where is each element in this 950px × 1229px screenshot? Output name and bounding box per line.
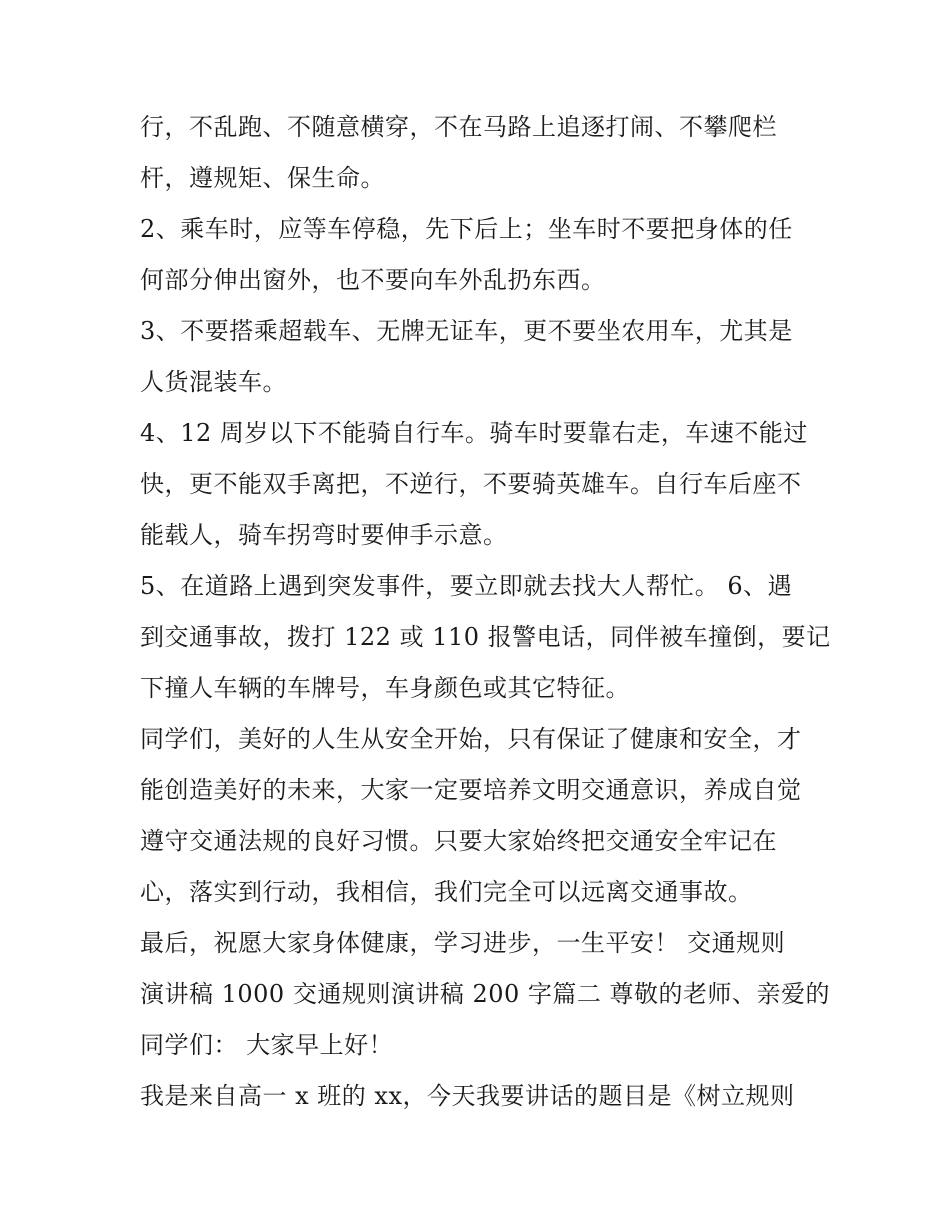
text-line: 3、不要搭乘超载车、无牌无证车，更不要坐农用车，尤其是 (140, 317, 793, 345)
text-line: 能载人，骑车拐弯时要伸手示意。 (140, 521, 508, 549)
text-line: 同学们，美好的人生从安全开始，只有保证了健康和安全，才 (140, 725, 802, 753)
text-line: 行，不乱跑、不随意横穿，不在马路上追逐打闹、不攀爬栏 (140, 113, 777, 141)
text-line: 下撞人车辆的车牌号，车身颜色或其它特征。 (140, 674, 630, 702)
text-line: 5、在道路上遇到突发事件，要立即就去找大人帮忙。 6、遇 (140, 572, 793, 600)
document-body (140, 102, 831, 1122)
text-line: 同学们： 大家早上好！ (140, 1031, 394, 1059)
text-line: 最后，祝愿大家身体健康，学习进步，一生平安！ 交通规则 (140, 929, 786, 957)
text-line: 心，落实到行动，我相信，我们完全可以远离交通事故。 (140, 878, 753, 906)
text-line: 快，更不能双手离把，不逆行，不要骑英雄车。自行车后座不 (140, 470, 802, 498)
text-line: 4、12 周岁以下不能骑自行车。骑车时要靠右走，车速不能过 (140, 419, 808, 447)
text-line: 能创造美好的未来，大家一定要培养文明交通意识，养成自觉 (140, 776, 802, 804)
text-line: 2、乘车时，应等车停稳，先下后上；坐车时不要把身体的任 (140, 215, 793, 243)
text-line: 杆，遵规矩、保生命。 (140, 164, 385, 192)
text-line: 演讲稿 1000 交通规则演讲稿 200 字篇二 尊敬的老师、亲爱的 (140, 980, 831, 1008)
text-line: 何部分伸出窗外，也不要向车外乱扔东西。 (140, 266, 606, 294)
text-line: 我是来自高一 x 班的 xx，今天我要讲话的题目是《树立规则 (140, 1082, 795, 1110)
text-line: 到交通事故，拨打 122 或 110 报警电话，同伴被车撞倒，要记 (140, 623, 831, 651)
text-line: 遵守交通法规的良好习惯。只要大家始终把交通安全牢记在 (140, 827, 777, 855)
text-line: 人货混装车。 (140, 368, 287, 396)
